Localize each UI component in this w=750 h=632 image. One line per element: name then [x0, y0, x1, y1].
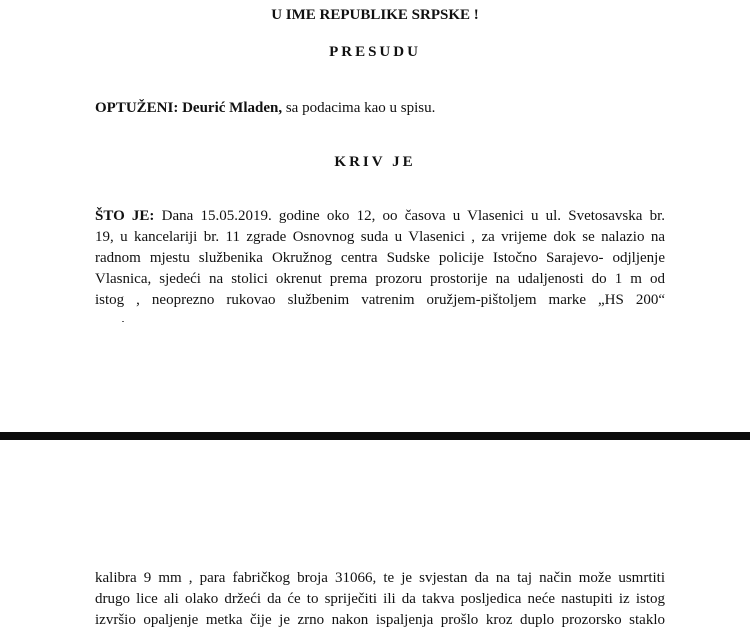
facts-line: istog , neoprezno rukovao službenim vatrenim oružjem-pištoljem marke „HS 200“	[95, 292, 665, 308]
guilty-title: KRIV JE	[334, 154, 416, 170]
facts-line: Vlasnica, sjedeći na stolici okrenut prema prozoru prostorije na udaljenosti do 1 m od	[95, 271, 665, 287]
continuation-line: drugo lice ali olako držeći da će to spriječiti ili da takva posljedica neće nastupiti iz istog	[95, 591, 665, 607]
facts-paragraph	[95, 206, 665, 311]
page-break-divider	[0, 432, 750, 440]
facts-line: radnom mjestu službenika Okružnog centra Sudske policije Istočno Sarajevo- odjljenje	[95, 250, 665, 266]
accused-name: Deurić Mladen,	[182, 100, 283, 116]
scan-speck	[122, 321, 124, 322]
accused-rest: sa podacima kao u spisu.	[282, 100, 436, 116]
accused-label: OPTUŽENI:	[95, 100, 179, 116]
document-heading: U IME REPUBLIKE SRPSKE !	[271, 7, 479, 23]
facts-line: 19, u kancelariji br. 11 zgrade Osnovnog suda u Vlasenici , za vrijeme dok se nalazio na	[95, 229, 665, 245]
continuation-line: kalibra 9 mm , para fabričkog broja 31066, te je svjestan da na taj način može usmrtiti	[95, 570, 665, 586]
facts-label: ŠTO JE:	[95, 208, 155, 224]
accused-line	[95, 99, 435, 117]
verdict-title: PRESUDU	[329, 44, 421, 60]
continuation-line: izvršio opaljenje metka čije je zrno nakon ispaljenja prošlo kroz duplo prozorsko staklo	[95, 612, 665, 628]
facts-line: ŠTO JE: Dana 15.05.2019. godine oko 12, oo časova u Vlasenici u ul. Svetosavska br.	[95, 208, 665, 224]
continuation-paragraph	[95, 568, 665, 631]
